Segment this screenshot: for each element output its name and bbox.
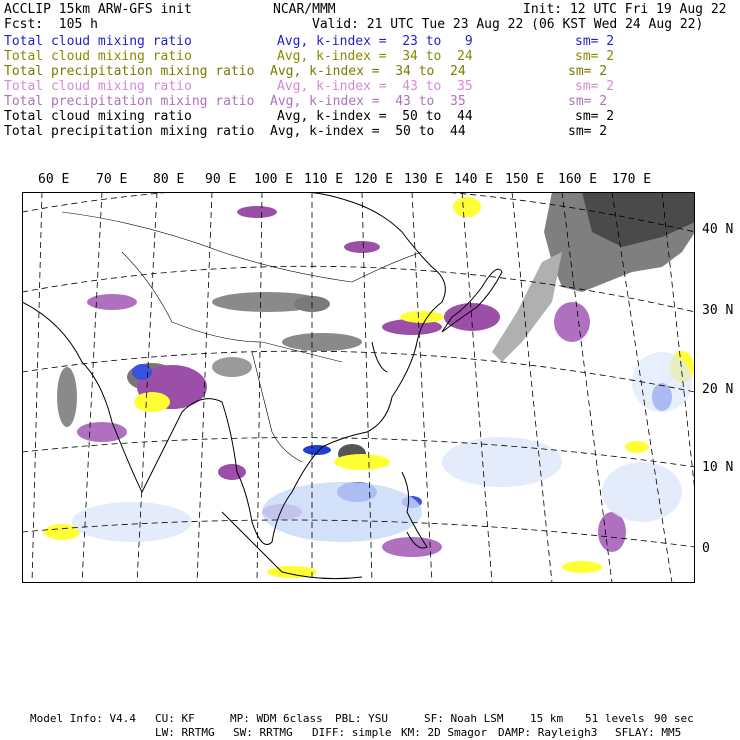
footer-res: 15 km <box>530 712 564 725</box>
cloud-gray-region <box>212 357 252 377</box>
lon-label: 170 E <box>612 172 652 187</box>
model-title: ACCLIP 15km ARW-GFS init <box>4 2 192 17</box>
legend-row-4-sm: sm= 2 <box>575 79 615 94</box>
footer-mp: MP: WDM 6class <box>230 712 323 725</box>
lon-label: 90 E <box>205 172 237 187</box>
legend-row-4-avg: Avg, k-index = 43 to 35 <box>277 79 473 94</box>
lat-label: 40 N <box>702 222 734 237</box>
legend-row-6-avg: Avg, k-index = 50 to 44 <box>277 109 473 124</box>
footer-timestep: 90 sec <box>654 712 694 725</box>
legend-row-3-field: Total precipitation mixing ratio <box>4 64 255 79</box>
legend-row-1-field: Total cloud mixing ratio <box>4 34 192 49</box>
footer-cu: CU: KF <box>155 712 195 725</box>
legend-row-5-avg: Avg, k-index = 43 to 35 <box>270 94 466 109</box>
lon-label: 100 E <box>254 172 294 187</box>
cloud-yellow-region <box>625 441 649 453</box>
legend-row-1-avg: Avg, k-index = 23 to 9 <box>277 34 473 49</box>
precip-purple-region <box>554 302 590 342</box>
lon-label: 130 E <box>404 172 444 187</box>
cloud-yellow-region <box>334 454 390 470</box>
cloud-blue-region <box>303 445 331 455</box>
footer-sflay: SFLAY: MM5 <box>615 726 682 739</box>
lon-label: 150 E <box>505 172 545 187</box>
precip-purple-region <box>77 422 127 442</box>
legend-row-7-avg: Avg, k-index = 50 to 44 <box>270 124 466 139</box>
organization: NCAR/MMM <box>273 2 336 17</box>
lon-label: 80 E <box>153 172 185 187</box>
lon-label: 70 E <box>96 172 128 187</box>
precip-purple-region <box>87 294 137 310</box>
footer-pbl: PBL: YSU <box>335 712 388 725</box>
cloud-lightblue-region <box>442 437 562 487</box>
lon-label: 120 E <box>354 172 394 187</box>
cloud-yellow-region <box>267 566 317 578</box>
legend-row-5-sm: sm= 2 <box>568 94 608 109</box>
valid-time: Valid: 21 UTC Tue 23 Aug 22 (06 KST Wed 24 Aug 22) <box>312 17 704 32</box>
footer-levels: 51 levels <box>585 712 645 725</box>
cloud-lightblue-region <box>262 482 422 542</box>
forecast-hour: Fcst: 105 h <box>4 17 98 32</box>
cloud-blue-region <box>132 364 152 380</box>
lon-label: 110 E <box>304 172 344 187</box>
legend-row-3-avg: Avg, k-index = 34 to 24 <box>270 64 466 79</box>
cloud-yellow-region <box>400 311 444 323</box>
lat-label: 20 N <box>702 382 734 397</box>
legend-row-6-field: Total cloud mixing ratio <box>4 109 192 124</box>
footer-sf: SF: Noah LSM <box>424 712 504 725</box>
footer-lw: LW: RRTMG <box>155 726 215 739</box>
cloud-gray-region <box>57 367 77 427</box>
footer-diff: DIFF: simple <box>312 726 392 739</box>
cloud-yellow-region <box>453 197 481 217</box>
lon-label: 140 E <box>454 172 494 187</box>
legend-row-1-sm: sm= 2 <box>575 34 615 49</box>
lat-label: 10 N <box>702 460 734 475</box>
legend-row-7-field: Total precipitation mixing ratio <box>4 124 255 139</box>
legend-row-2-sm: sm= 2 <box>575 49 615 64</box>
lon-label: 160 E <box>558 172 598 187</box>
init-time: Init: 12 UTC Fri 19 Aug 22 <box>523 2 727 17</box>
cloud-yellow-region <box>562 561 602 573</box>
legend-row-7-sm: sm= 2 <box>568 124 608 139</box>
footer-version: Model Info: V4.4 <box>30 712 136 725</box>
precip-purple-region <box>218 464 246 480</box>
cloud-yellow-region <box>134 392 170 412</box>
footer-damp: DAMP: Rayleigh3 <box>498 726 598 739</box>
footer-km: KM: 2D Smagor <box>401 726 488 739</box>
precip-purple-region <box>237 206 277 218</box>
precip-purple-region <box>344 241 380 253</box>
legend-row-2-field: Total cloud mixing ratio <box>4 49 192 64</box>
legend-row-5-field: Total precipitation mixing ratio <box>4 94 255 109</box>
legend-row-6-sm: sm= 2 <box>575 109 615 124</box>
legend-row-2-avg: Avg, k-index = 34 to 24 <box>277 49 473 64</box>
footer-sw: SW: RRTMG <box>233 726 293 739</box>
legend-row-4-field: Total cloud mixing ratio <box>4 79 192 94</box>
lon-label: 60 E <box>38 172 70 187</box>
lat-label: 0 <box>702 541 710 556</box>
lat-label: 30 N <box>702 303 734 318</box>
cloud-gray-region <box>282 333 362 351</box>
precip-purple-region <box>598 512 626 552</box>
legend-row-3-sm: sm= 2 <box>568 64 608 79</box>
cloud-lightblue-region <box>602 462 682 522</box>
forecast-map <box>22 192 695 583</box>
